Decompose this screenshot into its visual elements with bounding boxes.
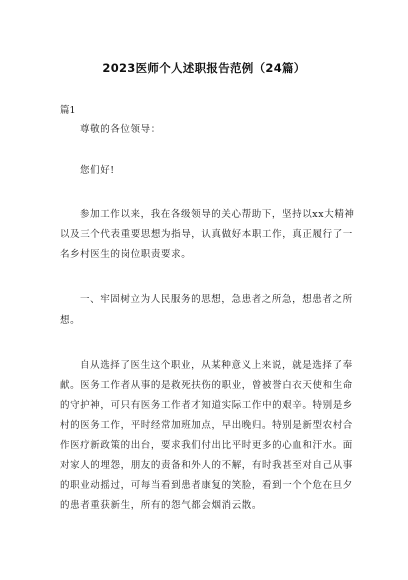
paragraph-line: 以及三个代表重要思想为指导，认真做好本职工作，真正履行了一 [60,229,353,240]
paragraph-line: 的守护神，可只有医务工作者才知道实际工作中的艰辛。特别是乡 [60,400,353,411]
paragraph-line: 自从选择了医生这个职业，从某种意义上来说，就是选择了奉 [80,360,353,371]
paragraph-line: 的职业动摇过，可每当看到患者康复的笑脸，看到一个个危在旦夕 [60,480,353,491]
heading-line: 一、牢固树立为人民服务的思想，急患者之所急，想患者之所 [80,294,353,305]
document-title: 2023医师个人述职报告范例（24篇） [102,61,306,75]
greeting: 您们好! [80,165,115,176]
paragraph-line: 村的医务工作，平时经常加班加点，早出晚归。特别是新型农村合 [60,420,353,431]
paragraph-line: 名乡村医生的岗位职责要求。 [60,249,192,260]
paragraph-line: 参加工作以来，我在各级领导的关心帮助下，坚持以xx大精神 [80,209,355,220]
paragraph-line: 作医疗新政策的出台，要求我们付出比平时更多的心血和汗水。面 [60,440,353,451]
paragraph-line: 的患者重获新生，所有的怨气都会烟消云散。 [60,500,263,511]
paragraph-line: 对家人的埋怨，朋友的责备和外人的不解，有时我甚至对自己从事 [60,460,353,471]
section-label: 篇1 [60,105,76,116]
heading-line: 想。 [60,315,81,326]
paragraph-line: 献。医务工作者从事的是救死扶伤的职业，曾被誉白衣天使和生命 [60,380,353,391]
salutation: 尊敬的各位领导： [80,124,161,135]
